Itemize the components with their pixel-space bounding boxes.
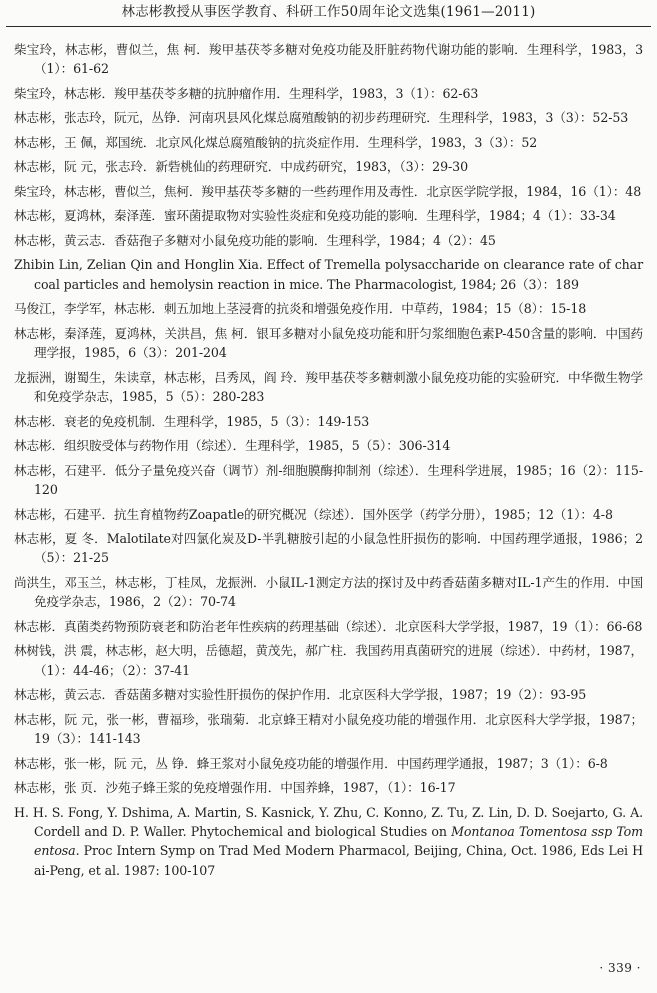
reference-entry-fong xyxy=(14,803,643,881)
reference-entry: 柴宝玲，林志彬，曹似兰，焦柯．羧甲基茯苓多糖的一些药理作用及毒性．北京医学院学报，1984，16（1）：48 xyxy=(14,183,642,199)
reference-entry: 林志彬，阮 元，张一彬，曹福珍，张瑞菊．北京蜂王精对小鼠免疫功能的增强作用．北京医科大学学报，1987；19（3）：141-143 xyxy=(14,711,643,747)
reference-entry: 林志彬，王 佩，郑国统．北京风化煤总腐殖酸钠的抗炎症作用．生理科学，1983，3（3）：52 xyxy=(14,134,538,150)
reference-entry: 林志彬，张一彬，阮 元，丛 铮．蜂王浆对小鼠免疫功能的增强作用．中国药理学通报，1987；3（1）：6-8 xyxy=(14,755,608,771)
reference-entry: 林志彬，张 页．沙苑子蜂王浆的免疫增强作用．中国养蜂，1987，（1）：16-17 xyxy=(14,780,456,796)
reference-entry: 尚洪生，邓玉兰，林志彬，丁桂凤，龙振洲．小鼠IL-1测定方法的探讨及中药香菇菌多糖对IL-1产生的作用．中国免疫学杂志，1986，2（2）：70-74 xyxy=(14,574,643,610)
reference-entry: 林树钱，洪 震，林志彬，赵大明，岳德超，黄茂先，郝广柱．我国药用真菌研究的进展（综述）．中药材，1987，（1）：44-46；（2）：37-41 xyxy=(14,643,643,678)
reference-entry: Zhibin Lin, Zelian Qin and Honglin Xia. Effect of Tremella polysaccharide on clearance rate of charcoal particles and hemolysin reaction in mice. The Pharmacologist, 1984; 26（3）：189 xyxy=(14,257,643,292)
reference-entry: 林志彬，夏鸿林，秦泽莲．蜜环菌提取物对实验性炎症和免疫功能的影响．生理科学，1984；4（1）：33-34 xyxy=(14,208,616,224)
reference-entry: 林志彬，石建平．抗生育植物药Zoapatle的研究概况（综述）．国外医学（药学分册），1985；12（1）：4-8 xyxy=(14,506,613,522)
page-number: · 339 · xyxy=(599,961,641,975)
reference-entry: 龙振洲，谢蜀生，朱读章，林志彬，吕秀凤，阎 玲．羧甲基茯苓多糖刺激小鼠免疫功能的实验研究．中华微生物学和免疫学杂志，1985，5（5）：280-283 xyxy=(14,369,643,405)
reference-text: H. H. S. Fong, Y. Dshima, A. Martin, S. Kasnick, Y. Zhu, C. Konno, Z. Tu, Z. Lin, D. D. Soejarto, G. A. Cordell and D. P. Waller. Phytochemical and biological Studies on xyxy=(14,804,643,840)
reference-entry: 林志彬，秦泽莲，夏鸿林，关洪昌，焦 柯．银耳多糖对小鼠免疫功能和肝匀浆细胞色素P-450含量的影响．中国药理学报，1985，6（3）：201-204 xyxy=(14,325,643,361)
reference-entry: 林志彬．衰老的免疫机制．生理科学，1985，5（3）：149-153 xyxy=(14,413,370,429)
header-title: 林志彬教授从事医学教育、科研工作50周年论文选集(1961—2011) xyxy=(121,4,536,20)
reference-entry: 林志彬，黄云志．香菇菌多糖对实验性肝损伤的保护作用．北京医科大学学报，1987；19（2）：93-95 xyxy=(14,687,587,703)
reference-list xyxy=(14,40,643,885)
reference-entry: 林志彬．组织胺受体与药物作用（综述）．生理科学，1985，5（5）：306-314 xyxy=(14,438,451,454)
reference-entry: 林志彬，夏 冬．Malotilate对四氯化炭及D-半乳糖胺引起的小鼠急性肝损伤的影响．中国药理学通报，1986；2（5）：21-25 xyxy=(14,531,643,566)
reference-text: . Proc Intern Symp on Trad Med Modern Pharmacol, Beijing, China, Oct. 1986, Eds Lei Hai-Peng, et al. 1987: 100-107 xyxy=(34,843,643,878)
reference-entry: 马俊江，李学军，林志彬．刺五加地上茎浸膏的抗炎和增强免疫作用．中草药，1984；15（8）：15-18 xyxy=(14,301,587,317)
reference-entry: 林志彬，阮 元，张志玲．新砦桃仙的药理研究．中成药研究，1983，（3）：29-30 xyxy=(14,159,468,175)
reference-entry: 林志彬．真菌类药物预防衰老和防治老年性疾病的药理基础（综述）．北京医科大学学报，1987，19（1）：66-68 xyxy=(14,618,643,634)
reference-entry: 柴宝玲，林志彬．羧甲基茯苓多糖的抗肿瘤作用．生理科学，1983，3（1）：62-63 xyxy=(14,85,479,101)
reference-entry: 林志彬，石建平．低分子量免疫兴奋（调节）剂-细胞膜酶抑制剂（综述）．生理科学进展，1985；16（2）：115-120 xyxy=(14,462,643,498)
reference-entry: 柴宝玲，林志彬，曹似兰，焦 柯．羧甲基茯苓多糖对免疫功能及肝脏药物代谢功能的影响．生理科学，1983，3（1）：61-62 xyxy=(14,42,643,77)
reference-entry: 林志彬，黄云志．香菇孢子多糖对小鼠免疫功能的影响．生理科学，1984；4（2）：45 xyxy=(14,232,496,248)
header-rule xyxy=(6,26,651,27)
reference-entry: 林志彬，张志玲，阮元，丛铮．河南巩县风化煤总腐殖酸钠的初步药理研究．生理科学，1983，3（3）：52-53 xyxy=(14,110,629,126)
species-name-italic: Montanoa Tomentosa ssp Tomentosa xyxy=(34,824,643,859)
